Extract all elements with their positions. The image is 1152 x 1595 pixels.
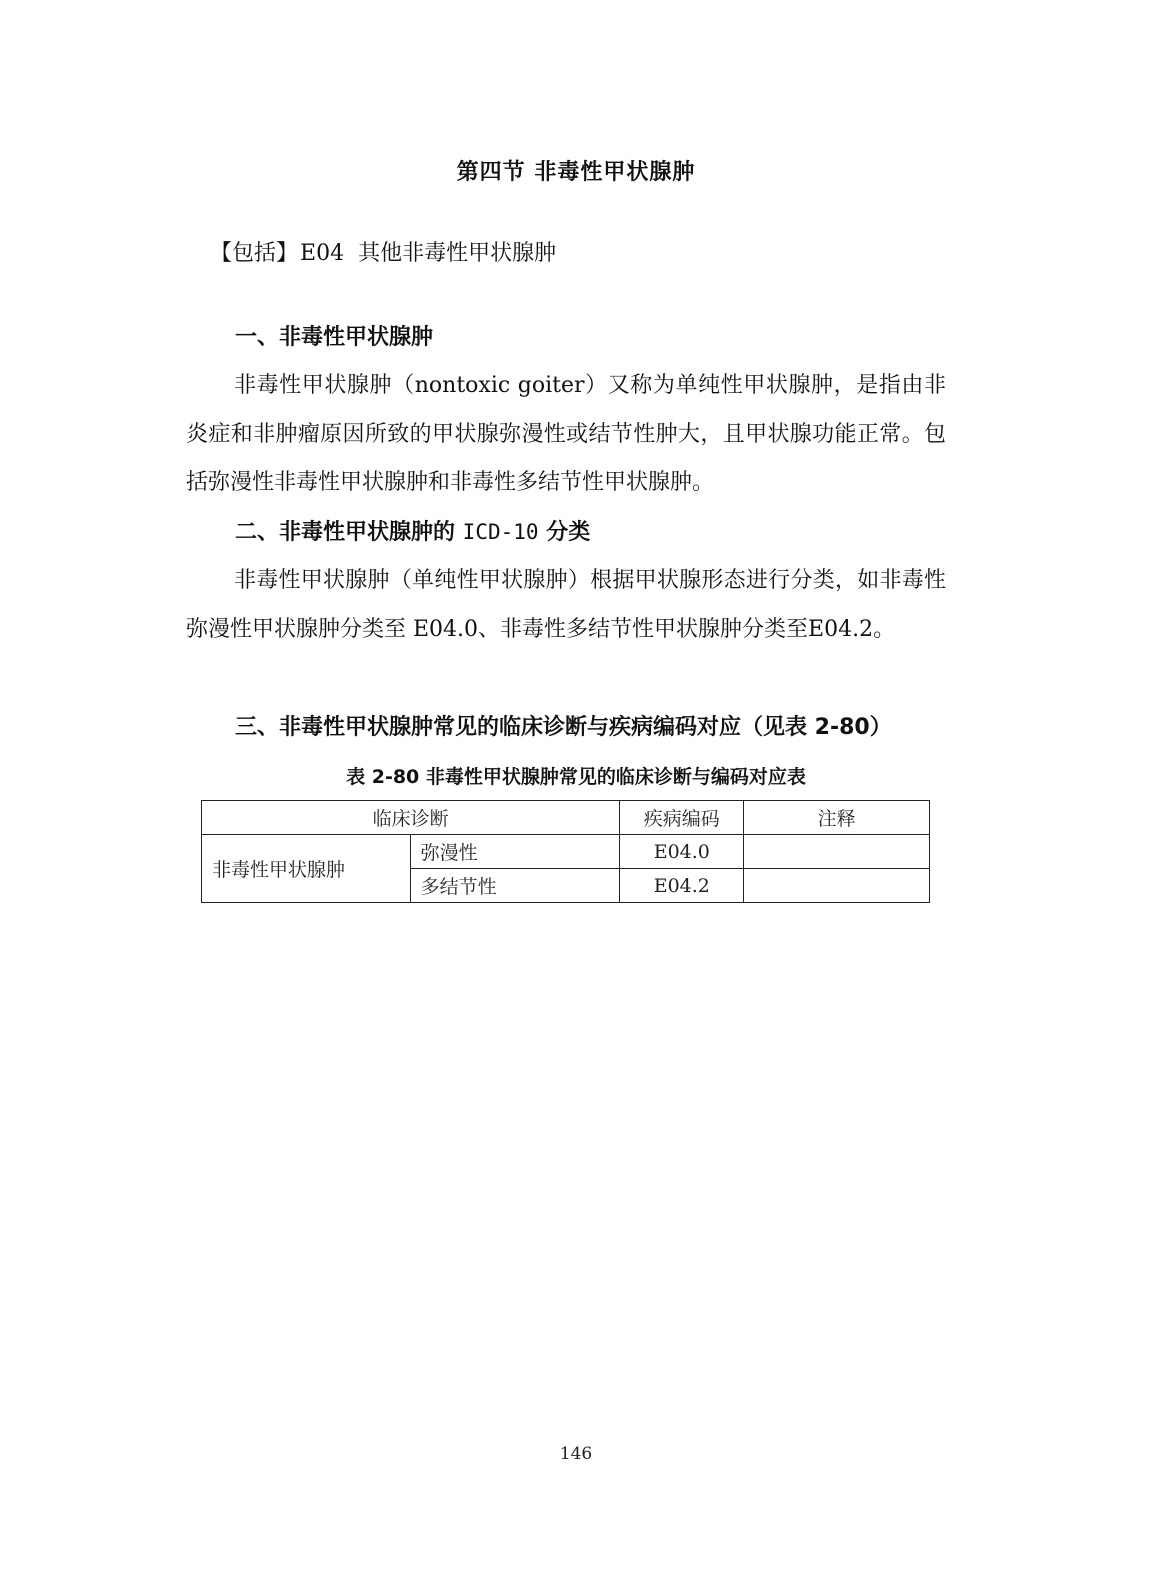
code-cell: E04.0 — [620, 835, 744, 869]
heading-2-prefix: 二、非毒性甲状腺肿的 — [235, 520, 463, 545]
includes-code: E04 — [300, 241, 345, 266]
code-cell: E04.2 — [620, 869, 744, 903]
diagnosis-code-table — [201, 800, 930, 903]
heading-2 — [235, 515, 590, 546]
subtype-cell: 多结节性 — [410, 869, 620, 903]
section-title: 第四节 非毒性甲状腺肿 — [456, 160, 696, 185]
note-cell — [744, 835, 930, 869]
header-diagnosis: 临床诊断 — [202, 801, 620, 835]
heading-2-suffix: 分类 — [538, 520, 591, 545]
paragraph-classification: 非毒性甲状腺肿（单纯性甲状腺肿）根据甲状腺形态进行分类，如非毒性弥漫性甲状腺肿分类至 E04.0、非毒性多结节性甲状腺肿分类至E04.2。 — [186, 568, 946, 642]
table-row — [202, 835, 930, 869]
group-cell: 非毒性甲状腺肿 — [202, 835, 411, 903]
paragraph-definition: 非毒性甲状腺肿（nontoxic goiter）又称为单纯性甲状腺肿，是指由非炎症和非肿瘤原因所致的甲状腺弥漫性或结节性肿大，且甲状腺功能正常。包括弥漫性非毒性甲状腺肿和非毒性多结节性甲状腺肿。 — [186, 373, 946, 495]
table-caption: 表 2-80 非毒性甲状腺肿常见的临床诊断与编码对应表 — [346, 766, 806, 788]
subtype-cell: 弥漫性 — [410, 835, 620, 869]
includes-text: 其他非毒性甲状腺肿 — [358, 241, 557, 266]
includes-line — [210, 236, 556, 267]
page-number: 146 — [559, 1444, 593, 1464]
header-code: 疾病编码 — [620, 801, 744, 835]
note-cell — [744, 869, 930, 903]
heading-2-icd: ICD-10 — [462, 520, 539, 544]
heading-3: 三、非毒性甲状腺肿常见的临床诊断与疾病编码对应（见表 2-80） — [235, 715, 892, 740]
heading-1: 一、非毒性甲状腺肿 — [235, 325, 434, 350]
table-header-row — [202, 801, 930, 835]
includes-label: 【包括】 — [210, 241, 299, 266]
header-note: 注释 — [744, 801, 930, 835]
